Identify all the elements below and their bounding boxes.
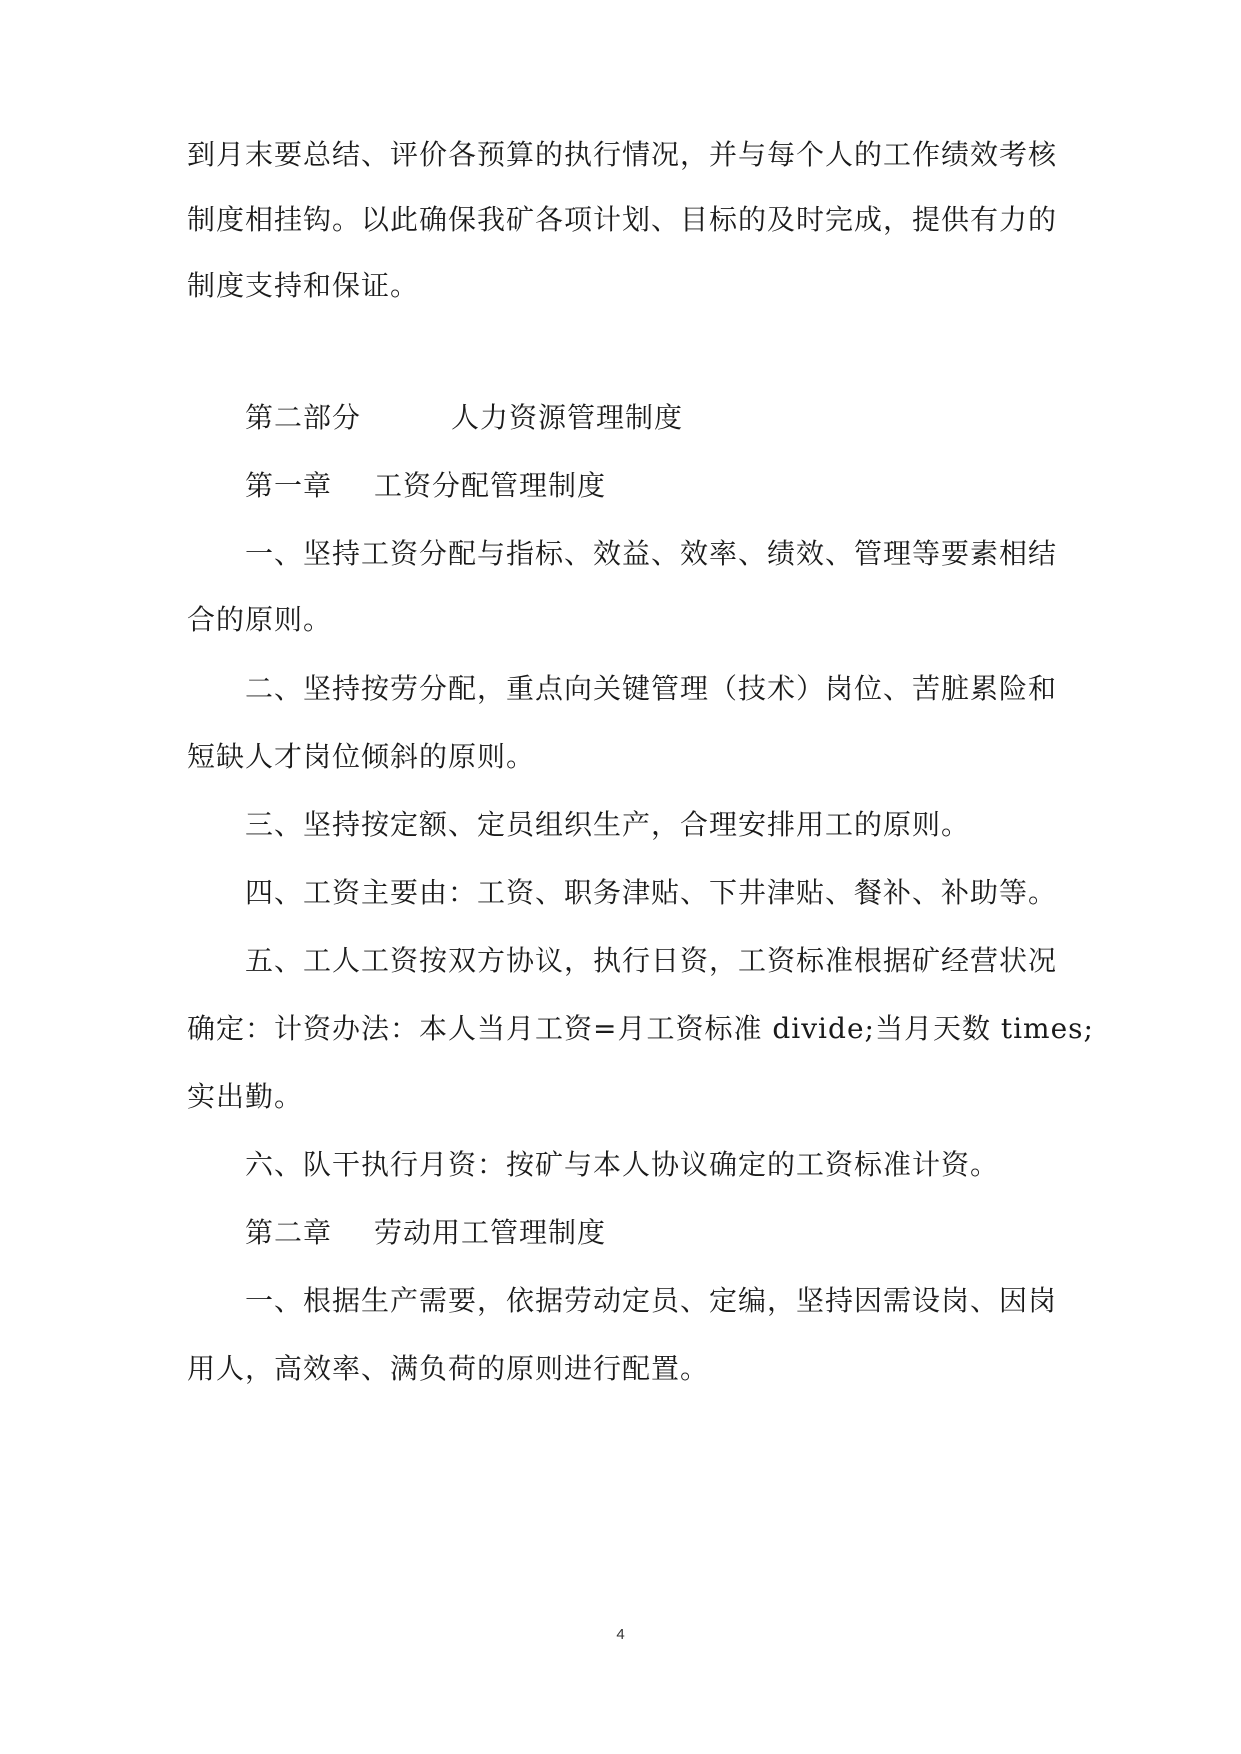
- paragraph-line: 制度相挂钩。以此确保我矿各项计划、目标的及时完成，提供有力的: [187, 203, 1058, 236]
- list-item-line: 二、坚持按劳分配，重点向关键管理（技术）岗位、苦脏累险和: [245, 672, 1058, 705]
- list-item-line: 确定：计资办法：本人当月工资=月工资标准 divide;当月天数 times;: [187, 1012, 1094, 1045]
- list-item-line: 四、工资主要由：工资、职务津贴、下井津贴、餐补、补助等。: [245, 876, 1058, 909]
- chapter-heading: [245, 466, 606, 506]
- list-item-line: 六、队干执行月资：按矿与本人协议确定的工资标准计资。: [245, 1148, 1000, 1181]
- list-item-line: 实出勤。: [187, 1080, 304, 1113]
- chapter-label: 第二章: [245, 1216, 333, 1249]
- chapter-title: 劳动用工管理制度: [374, 1216, 607, 1249]
- part-label: 第二部分: [245, 401, 362, 434]
- part-heading: [245, 398, 683, 438]
- list-item-line: 五、工人工资按双方协议，执行日资，工资标准根据矿经营状况: [245, 944, 1058, 977]
- list-item-line: 合的原则。: [187, 603, 333, 636]
- list-item-line: 三、坚持按定额、定员组织生产，合理安排用工的原则。: [245, 808, 971, 841]
- list-item-line: 一、坚持工资分配与指标、效益、效率、绩效、管理等要素相结: [245, 537, 1058, 570]
- list-item-line: 用人，高效率、满负荷的原则进行配置。: [187, 1352, 710, 1385]
- part-title: 人力资源管理制度: [451, 401, 684, 434]
- chapter-title: 工资分配管理制度: [374, 469, 607, 502]
- list-item-line: 一、根据生产需要，依据劳动定员、定编，坚持因需设岗、因岗: [245, 1284, 1058, 1317]
- chapter-label: 第一章: [245, 469, 333, 502]
- paragraph-line: 制度支持和保证。: [187, 269, 420, 302]
- page-number: 4: [616, 1626, 625, 1643]
- list-item-line: 短缺人才岗位倾斜的原则。: [187, 740, 536, 773]
- chapter-heading: [245, 1213, 606, 1253]
- paragraph-line: 到月末要总结、评价各预算的执行情况，并与每个人的工作绩效考核: [187, 138, 1058, 171]
